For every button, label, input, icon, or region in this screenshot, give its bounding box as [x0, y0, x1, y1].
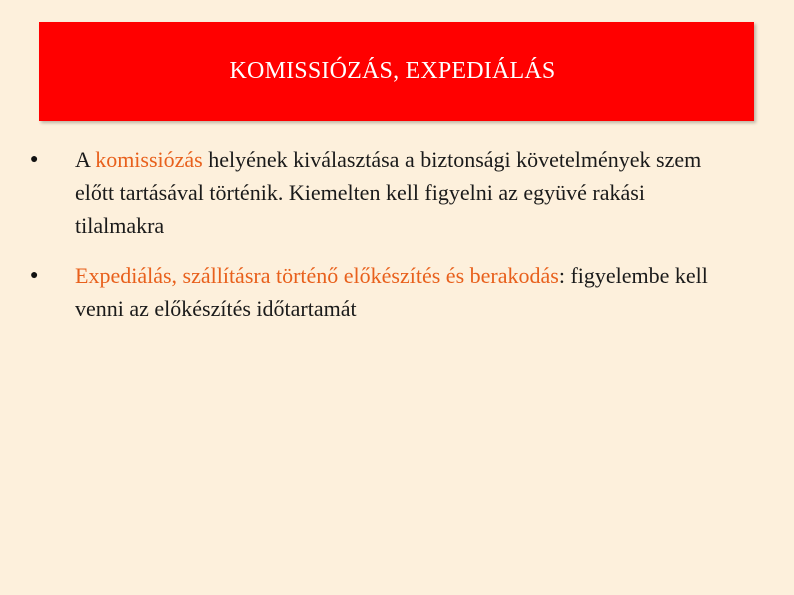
bullet-text: : figyelembe kell venni az előkészítés időtartamát: [75, 263, 708, 321]
title-banner: [39, 22, 754, 121]
bullet-item-expedialas: [30, 259, 730, 325]
bullet-item-komissiozas: [30, 143, 730, 242]
bullet-dot-icon: ●: [30, 152, 39, 167]
bullet-text: helyének kiválasztása a biztonsági követelmények szem előtt tartásával történik. Kiemelten kell figyelni az együvé rakási tilalmakra: [75, 147, 702, 238]
bullet-keyword: komissiózás: [95, 147, 203, 172]
bullet-text-prefix: A: [75, 147, 96, 172]
bullet-keyword: Expediálás, szállításra történő előkészítés és berakodás: [75, 263, 559, 288]
bullet-dot-icon: ●: [30, 268, 39, 283]
bullet-list: [30, 143, 730, 342]
slide-title: KOMISSIÓZÁS, EXPEDIÁLÁS: [229, 58, 556, 84]
